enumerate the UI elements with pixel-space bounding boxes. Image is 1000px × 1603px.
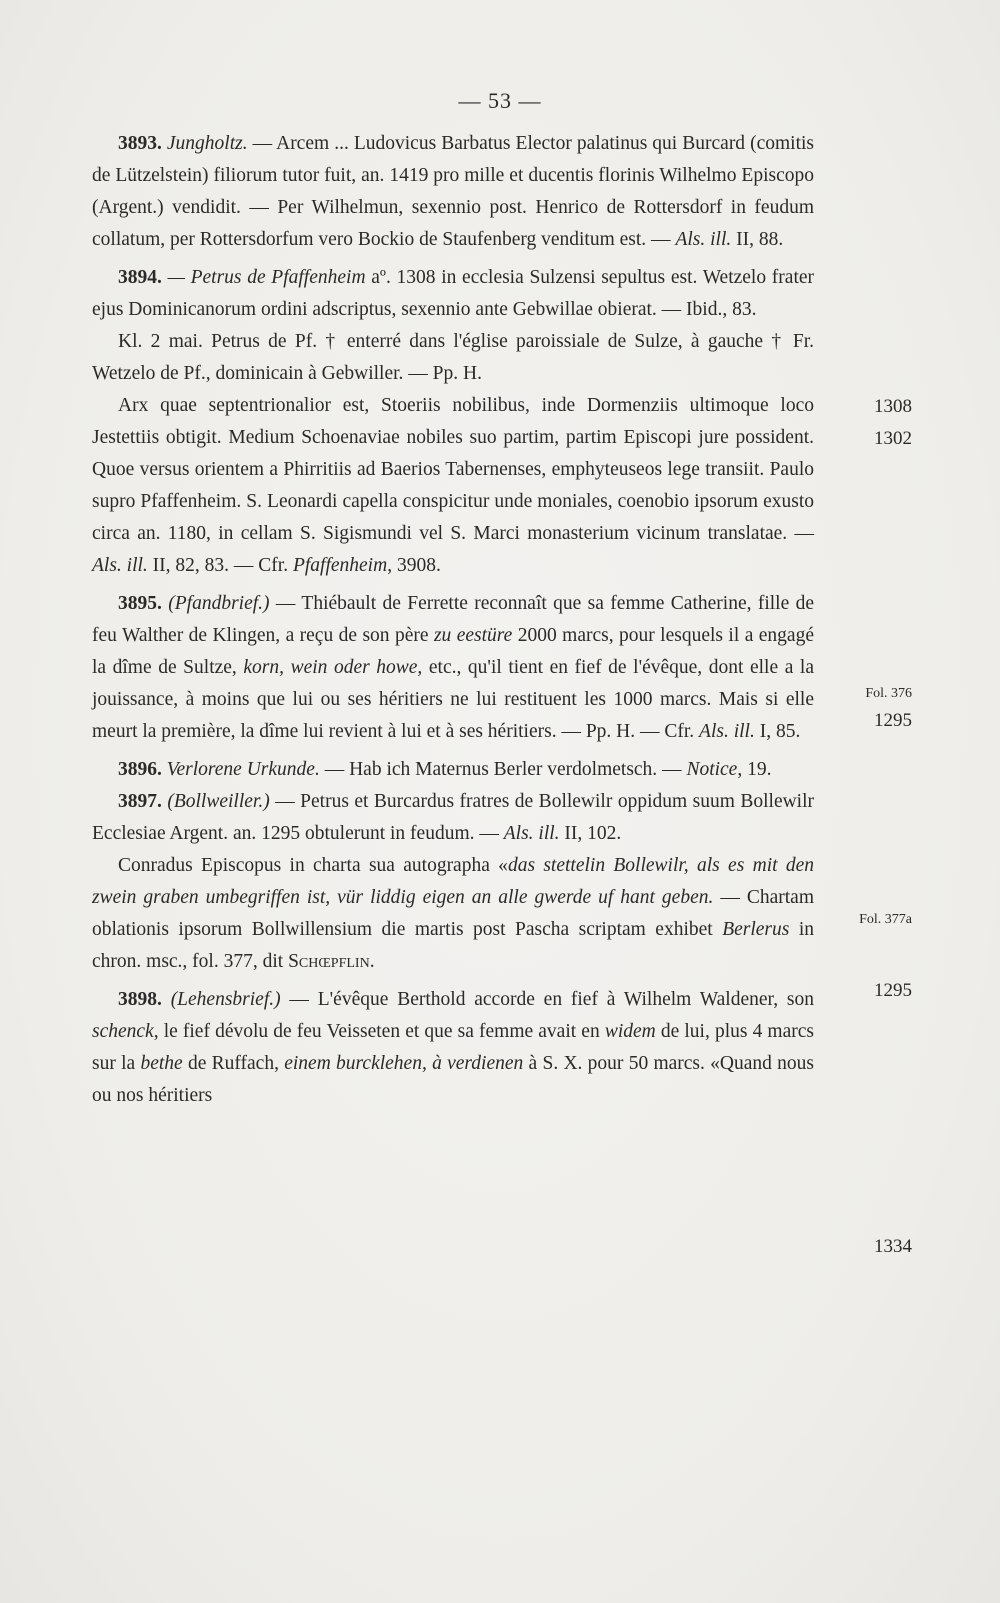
entry-text: — Petrus et Burcardus fratres de Bollewilr oppidum suum Bollewilr Ecclesiae Argent. an. 1295 obtulerunt in feudum. — (92, 791, 815, 844)
entry-text: — Chartam oblationis ipsorum Bollwillensium die martis post Pascha scriptam exhibet (92, 887, 814, 940)
entry-title: — Petrus de Pfaffenheim (167, 267, 366, 288)
entry-3896 (92, 754, 814, 786)
entry-title: (Bollweiller.) (167, 791, 270, 812)
reference-italic: Notice (686, 759, 738, 780)
reference: I, 85. (754, 721, 801, 742)
entry-text: in chron. msc., fol. 377, dit (92, 919, 814, 972)
entry-text: Conradus Episcopus in charta sua autographa « (118, 855, 508, 876)
entry-number: 3895. (118, 593, 162, 614)
entry-3897-note (92, 850, 814, 978)
entry-text: — L'évêque Berthold accorde en fief à Wilhelm Waldener, son (280, 989, 814, 1010)
margin-folio-377: Fol. 377a (859, 912, 912, 927)
german-term: bethe (140, 1053, 183, 1074)
margin-year-1302: 1302 (874, 428, 912, 449)
entry-3897 (92, 786, 814, 850)
margin-folio-376: Fol. 376 (865, 686, 912, 701)
entry-title: Verlorene Urkunde. (166, 759, 320, 780)
reference: II, 102. (559, 823, 622, 844)
entry-number: 3896. (118, 759, 162, 780)
german-term: widem (604, 1021, 656, 1042)
entry-number: 3893. (118, 133, 162, 154)
entry-number: 3897. (118, 791, 162, 812)
reference: II, 82, 83. — Cfr. (147, 555, 293, 576)
entry-3898 (92, 984, 814, 1112)
entry-text: de Ruffach, (182, 1053, 285, 1074)
german-term: einem burcklehen, à verdienen (284, 1053, 524, 1074)
margin-year-1295: 1295 (874, 710, 912, 731)
reference: , 19. (737, 759, 772, 780)
margin-year-1334: 1334 (874, 1236, 912, 1257)
reference: , 3908. (387, 555, 441, 576)
reference-italic: Als. ill. (699, 721, 755, 742)
entry-text: etc., qu'il tient en fief de l'évêque, dont elle a la jouissance, à moins que lui ou ses héritiers ne lui restituent les 1000 marcs. Mais si elle meurt la première, la dîme lui revient à lui et à ses héritiers. — Pp. H. — Cfr. (92, 657, 814, 742)
reference-italic: Pfaffenheim (292, 555, 388, 576)
reference-italic: Als. ill. (675, 229, 732, 250)
main-text (92, 128, 814, 1112)
margin-year-1308: 1308 (874, 396, 912, 417)
entry-text: , le fief dévolu de feu Veisseten et que sa femme avait en (153, 1021, 605, 1042)
entry-text: à S. X. pour 50 marcs. «Quand nous ou nos héritiers (92, 1053, 815, 1106)
entry-3894-note: Kl. 2 mai. Petrus de Pf. † enterré dans l'église paroissiale de Sulze, à gauche † Fr. Wetzelo de Pf., dominicain à Gebwiller. — Pp. H. (92, 331, 814, 384)
entry-text: 2000 marcs, pour lesquels il a engagé la dîme de Sultze, (92, 625, 814, 678)
page-number: — 53 — (458, 88, 542, 113)
reference: II, 88. (731, 229, 784, 250)
entry-text: — Thiébault de Ferrette reconnaît que sa femme Catherine, fille de feu Walther de Klingen, a reçu de son père (92, 593, 815, 646)
entry-number: 3894. (118, 267, 162, 288)
reference-italic: Als. ill. (503, 823, 560, 844)
entry-text: de lui, plus 4 marcs sur la (92, 1021, 814, 1074)
german-term: korn, wein oder howe, (243, 657, 423, 678)
entry-3895 (92, 588, 814, 748)
entry-3894-latin (92, 390, 814, 582)
entry-3893 (92, 128, 814, 256)
entry-number: 3898. (118, 989, 162, 1010)
margin-year-1295-b: 1295 (874, 980, 912, 1001)
reference-italic: Als. ill. (92, 555, 148, 576)
entry-text: Arx quae septentrionalior est, Stoeriis nobilibus, inde Dormenziis ultimoque loco Jestettiis obtigit. Medium Schoenaviae nobiles suo partim, partim Episcopi jure possident. Quoe versus orientem a Phirritiis ad Baerios Tabernenses, emphyteuseos lege transiit. Paulo supro Pfaffenheim. S. Leonardi capella conspicitur unde moniales, coenobio ipsorum exusto circa an. 1180, in cellam S. Sigismundi vel S. Marci monasterium vicinum translatae. — (92, 395, 814, 544)
entry-text: — Hab ich Maternus Berler verdolmetsch. — (319, 759, 687, 780)
source-name: Schœpflin. (288, 951, 375, 972)
entry-3894 (92, 262, 814, 326)
german-term: schenck (92, 1021, 154, 1042)
entry-text: — Arcem ... Ludovicus Barbatus Elector palatinus qui Burcard (comitis de Lützelstein) filiorum tutor fuit, an. 1419 pro mille et ducentis florinis Wilhelmo Episcopo (Argent.) vendidit. — Per Wilhelmun, sexennio post. Henrico de Rottersdorf in feudum collatum, per Rottersdorfum vero Bockio de Staufenberg venditum est. — (92, 133, 814, 250)
german-term: zu eestüre (433, 625, 513, 646)
entry-text: aº. 1308 in ecclesia Sulzensi sepultus est. Wetzelo frater ejus Dominicanorum ordini adscriptus, sexennio ante Gebwillae obierat. — Ibid., 83. (92, 267, 815, 320)
entry-title: (Lehensbrief.) (170, 989, 281, 1010)
german-quote: das stettelin Bollewilr, als es mit den zwein graben umbegriffen ist, vür liddig eigen an alle gwerde uf hant geben. (92, 855, 814, 908)
author-name: Berlerus (722, 919, 790, 940)
entry-title: Jungholtz. (166, 133, 248, 154)
entry-title: (Pfandbrief.) (168, 593, 270, 614)
